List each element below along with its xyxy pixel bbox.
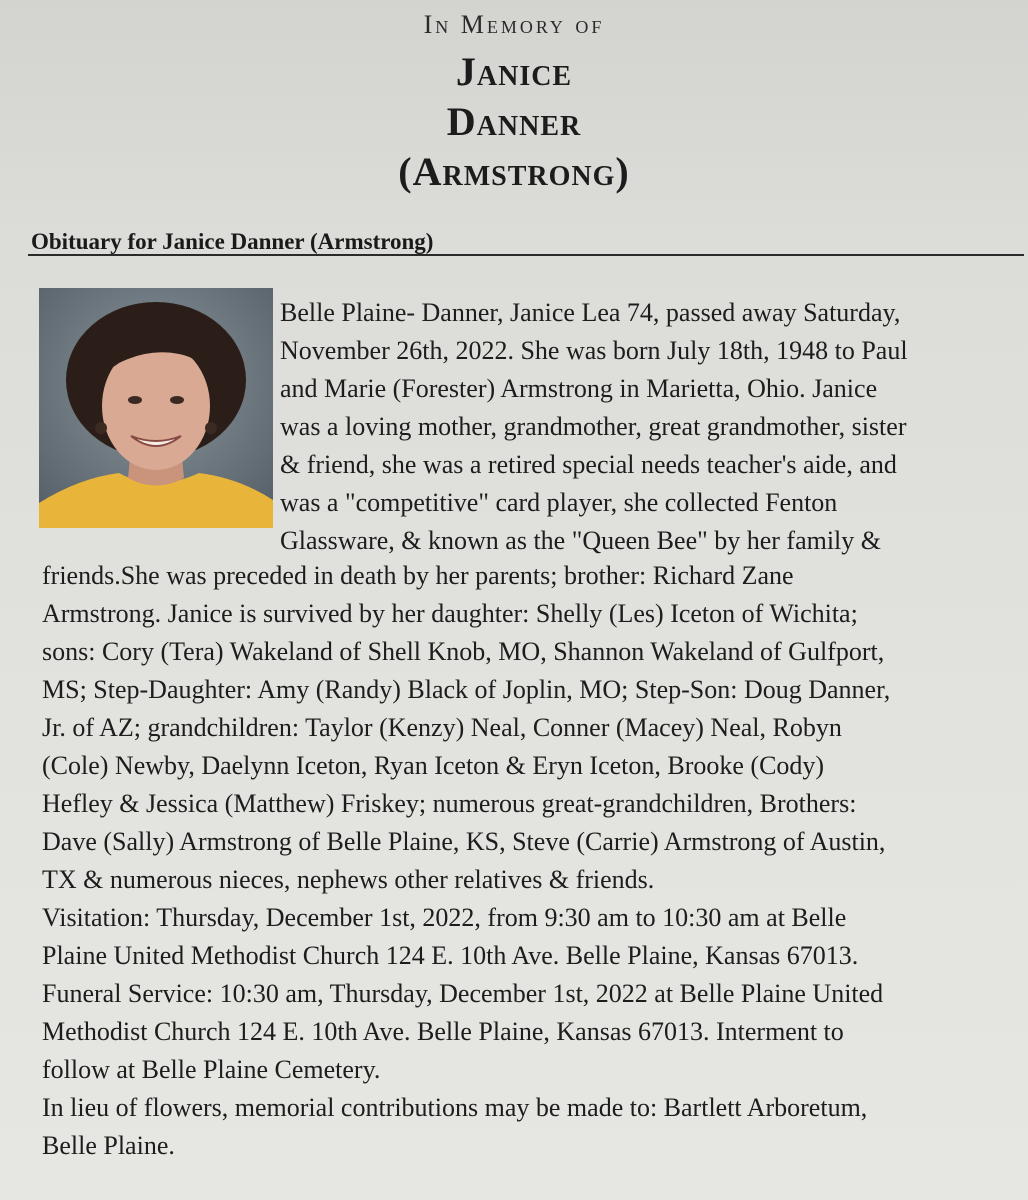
text-line: MS; Step-Daughter: Amy (Randy) Black of Joplin, MO; Step-Son: Doug Danner, [42,675,891,704]
text-line: TX & numerous nieces, nephews other relatives & friends. [42,865,655,894]
text-line: November 26th, 2022. She was born July 18th, 1948 to Paul [280,336,908,365]
name-last: Danner [446,99,582,144]
text-line: (Cole) Newby, Daelynn Iceton, Ryan Iceton & Eryn Iceton, Brooke (Cody) [42,751,825,780]
name-maiden: (Armstrong) [398,149,630,194]
title-divider [28,254,1024,256]
text-line: Armstrong. Janice is survived by her daughter: Shelly (Les) Iceton of Wichita; [42,599,858,628]
text-line: Glassware, & known as the "Queen Bee" by her family & [280,526,882,555]
obituary-title: Obituary for Janice Danner (Armstrong) [31,229,434,254]
in-memory-heading: In Memory of [423,10,605,39]
visitation-line: Visitation: Thursday, December 1st, 2022, from 9:30 am to 10:30 am at Belle [42,903,847,932]
text-line: follow at Belle Plaine Cemetery. [42,1055,381,1084]
text-line: Methodist Church 124 E. 10th Ave. Belle Plaine, Kansas 67013. Interment to [42,1017,844,1046]
text-line: and Marie (Forester) Armstrong in Marietta, Ohio. Janice [280,374,878,403]
text-line: Jr. of AZ; grandchildren: Taylor (Kenzy) Neal, Conner (Macey) Neal, Robyn [42,713,842,742]
text-line: Belle Plaine- Danner, Janice Lea 74, passed away Saturday, [280,298,901,327]
text-line: friends.She was preceded in death by her parents; brother: Richard Zane [42,561,794,590]
obituary-body-text [42,557,1027,1165]
text-line: Plaine United Methodist Church 124 E. 10th Ave. Belle Plaine, Kansas 67013. [42,941,859,970]
text-line: was a loving mother, grandmother, great grandmother, sister [280,412,907,441]
memorial-contributions-line: In lieu of flowers, memorial contributions may be made to: Bartlett Arboretum, [42,1093,868,1122]
portrait-photo-icon [39,288,273,528]
text-line: sons: Cory (Tera) Wakeland of Shell Knob, MO, Shannon Wakeland of Gulfport, [42,637,885,666]
text-line: was a "competitive" card player, she collected Fenton [280,488,838,517]
funeral-service-line: Funeral Service: 10:30 am, Thursday, December 1st, 2022 at Belle Plaine United [42,979,884,1008]
text-line: & friend, she was a retired special needs teacher's aide, and [280,450,897,479]
text-line: Dave (Sally) Armstrong of Belle Plaine, KS, Steve (Carrie) Armstrong of Austin, [42,827,886,856]
name-first: Janice [455,49,573,94]
text-line: Belle Plaine. [42,1131,175,1160]
portrait-photo [39,288,273,528]
obituary-wrapped-text [280,294,1020,560]
text-line: Hefley & Jessica (Matthew) Friskey; numerous great-grandchildren, Brothers: [42,789,857,818]
